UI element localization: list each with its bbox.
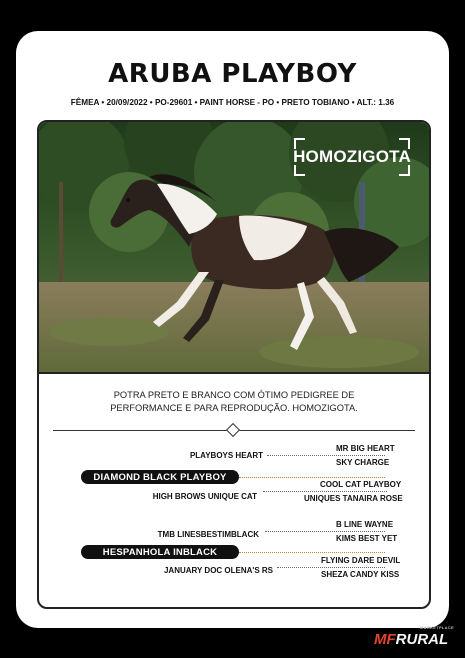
- pedigree-line: [263, 491, 387, 492]
- badge-corner-br: [399, 165, 410, 176]
- mfrural-logo[interactable]: [374, 625, 458, 653]
- pedigree-line: [267, 455, 385, 456]
- sire-connector-line: [239, 477, 385, 478]
- description: [69, 389, 399, 415]
- badge-label: HOMOZIGOTA: [293, 147, 411, 166]
- horse-name-title: ARUBA PLAYBOY: [108, 59, 357, 89]
- badge-corner-tr: [399, 138, 410, 149]
- pedigree-line: [277, 567, 385, 568]
- sire-dam-dam-name: UNIQUES TANAIRA ROSE: [304, 494, 403, 503]
- sire-name-pill: DIAMOND BLACK PLAYBOY: [81, 470, 239, 484]
- dam-sire-sire-name: B LINE WAYNE: [336, 520, 394, 529]
- badge-corner-tl: [294, 138, 305, 149]
- logo-marketplace-tag: MARKETPLACE: [420, 625, 454, 630]
- horse-details-line: FÊMEA • 20/09/2022 • PO-29601 • PAINT HORSE - PO • PRETO TOBIANO • ALT.: 1.36: [70, 98, 395, 107]
- divider-diamond-icon: [226, 423, 240, 437]
- logo-rural: RURAL: [395, 631, 449, 648]
- dam-dam-name: JANUARY DOC OLENA'S RS: [163, 566, 273, 575]
- sire-sire-dam-name: SKY CHARGE: [336, 458, 390, 467]
- listing-card: [16, 31, 449, 628]
- description-line-2: PERFORMANCE E PARA REPRODUÇÃO. HOMOZIGOTA.: [110, 403, 358, 413]
- sire-sire-sire-name: MR BIG HEART: [336, 444, 395, 453]
- dam-sire-name: TMB LINESBESTIMBLACK: [157, 530, 259, 539]
- sire-dam-name: HIGH BROWS UNIQUE CAT: [152, 492, 257, 501]
- sire-sire-name: PLAYBOYS HEART: [189, 451, 263, 460]
- pedigree-line: [265, 531, 385, 532]
- homozygous-badge: [294, 138, 410, 176]
- dam-connector-line: [239, 552, 385, 553]
- content-panel: [37, 120, 431, 609]
- dam-dam-sire-name: FLYING DARE DEVIL: [321, 556, 401, 565]
- horse-photo: [39, 122, 429, 374]
- dam-dam-dam-name: SHEZA CANDY KISS: [321, 570, 400, 579]
- badge-corner-bl: [294, 165, 305, 176]
- description-line-1: POTRA PRETO E BRANCO COM ÓTIMO PEDIGREE DE: [113, 390, 355, 400]
- logo-mf: MF: [374, 631, 396, 648]
- dam-name-pill: HESPANHOLA INBLACK: [81, 545, 239, 559]
- sire-dam-sire-name: COOL CAT PLAYBOY: [320, 480, 402, 489]
- dam-sire-dam-name: KIMS BEST YET: [336, 534, 398, 543]
